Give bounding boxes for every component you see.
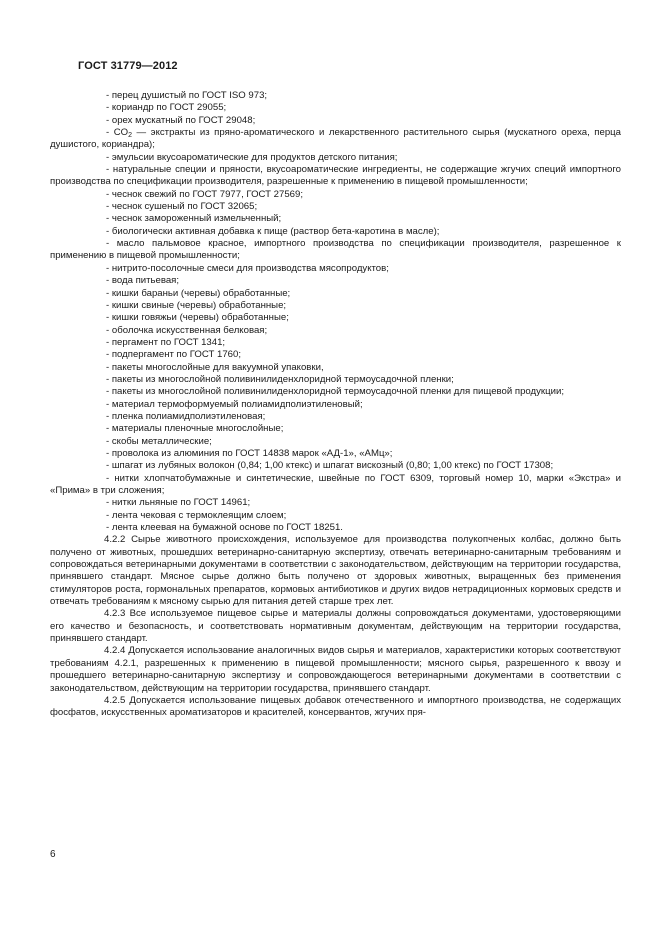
co2-prefix: - CO <box>106 127 129 139</box>
list-item: - лента чековая с термоклеящим слоем; <box>106 509 287 521</box>
list-item: - масло пальмовое красное, импортного производства по спецификации производителя, разрешенное к применению в пищевой промышленности; <box>50 238 621 262</box>
list-item: - кишки свиные (черевы) обработанные; <box>106 299 287 311</box>
list-item: - проволока из алюминия по ГОСТ 14838 марок «АД-1», «АМц»; <box>106 447 393 459</box>
list-item: - биологически активная добавка к пище (раствор бета-каротина в масле); <box>106 225 440 237</box>
list-item: - шпагат из лубяных волокон (0,84; 1,00 ктекс) и шпагат вискозный (0,80; 1,00 ктекс) по ГОСТ 17308; <box>106 460 554 472</box>
clause-4-2-5: 4.2.5 Допускается использование пищевых добавок отечественного и импортного производства, не содержащих фосфатов, искусственных ароматизаторов и красителей, консервантов, жгучих пря- <box>50 694 621 719</box>
list-item: - материалы пленочные многослойные; <box>106 423 284 435</box>
page-number: 6 <box>50 849 56 860</box>
co2-subscript: 2 <box>128 132 133 140</box>
list-item: - оболочка искусственная белковая; <box>106 324 268 336</box>
list-item: - пленка полиамидполиэтиленовая; <box>106 410 266 422</box>
list-item: - перец душистый по ГОСТ ISO 973; <box>106 90 268 101</box>
list-item: - вода питьевая; <box>106 275 180 287</box>
clause-4-2-4: 4.2.4 Допускается использование аналогичных видов сырья и материалов, характеристики которых соответствуют требованиям 4.2.1, разрешенных к применению в пищевой промышленности; мясного сырья, разрешенного к ввозу и прошедшего ветеринарно-санитарную экспертизу и сопровождающегося ветеринарными документами в соответствии с законодательством, действующим на территории государства, принявшего стандарт. <box>50 645 621 694</box>
list-item: - пакеты из многослойной поливинилиденхлоридной термоусадочной пленки; <box>106 373 454 385</box>
list-item: - скобы металлические; <box>106 435 212 447</box>
list-item: - пергамент по ГОСТ 1341; <box>106 336 226 348</box>
list-item: - натуральные специи и пряности, вкусоароматические ингредиенты, не содержащие жгучих специй импортного производства по спецификации производителя, разрешенные к применению в пищевой промышленности; <box>50 164 621 188</box>
list-item: - нитки льняные по ГОСТ 14961; <box>106 497 251 509</box>
list-item: - чеснок свежий по ГОСТ 7977, ГОСТ 27569; <box>106 188 304 200</box>
co2-text: — экстракты из пряно-ароматического и лекарственного растительного сырья (мускатного ореха, перца душистого, кориандра); <box>50 127 621 151</box>
list-item: - эмульсии вкусоароматические для продуктов детского питания; <box>106 151 398 163</box>
clause-4-2-2: 4.2.2 Сырье животного происхождения, используемое для производства полукопченых колбас, должно быть получено от животных, прошедших ветеринарно-санитарную экспертизу, отвечать ветеринарно-санитарным требованиям и сопровождаться ветеринарными документами в соответствии с законодательством, действующим на территории государства, принявшего стандарт. Мясное сырье должно быть получено от здоровых животных, выращенных без применения стимуляторов роста, гормональных препаратов, кормовых антибиотиков и других видов нетрадиционных кормовых средств и отвечать требованиям к мясному сырью для питания детей старше трех лет. <box>50 534 621 608</box>
list-item: - нитки хлопчатобумажные и синтетические, швейные по ГОСТ 6309, торговый номер 10, марки «Экстра» и «Прима» в три сложения; <box>50 472 621 496</box>
list-item: - кишки бараньи (черевы) обработанные; <box>106 287 291 299</box>
list-item: - пакеты многослойные для вакуумной упаковки, <box>106 361 324 373</box>
list-item: - лента клеевая на бумажной основе по ГОСТ 18251. <box>106 522 343 534</box>
document-body <box>50 90 621 720</box>
list-item: - подпергамент по ГОСТ 1760; <box>106 349 242 361</box>
list-item: - кориандр по ГОСТ 29055; <box>106 102 227 114</box>
list-item: - пакеты из многослойной поливинилиденхлоридной термоусадочной пленки для пищевой продукции; <box>106 386 565 398</box>
list-item: - чеснок замороженный измельченный; <box>106 213 282 225</box>
list-item: - нитрито-посолочные смеси для производства мясопродуктов; <box>106 262 389 274</box>
list-item-co2 <box>50 127 621 152</box>
list-item: - материал термоформуемый полиамидполиэтиленовый; <box>106 398 363 410</box>
list-item: - чеснок сушеный по ГОСТ 32065; <box>106 201 258 213</box>
document-number: ГОСТ 31779—2012 <box>78 60 178 72</box>
clause-4-2-3: 4.2.3 Все используемое пищевое сырье и материалы должны сопровождаться документами, удостоверяющими его качество и безопасность, и соответствовать нормативным документам, действующим на территории государства, принявшего стандарт. <box>50 608 621 645</box>
list-item: - кишки говяжьи (черевы) обработанные; <box>106 312 289 324</box>
list-item: - орех мускатный по ГОСТ 29048; <box>106 114 256 126</box>
